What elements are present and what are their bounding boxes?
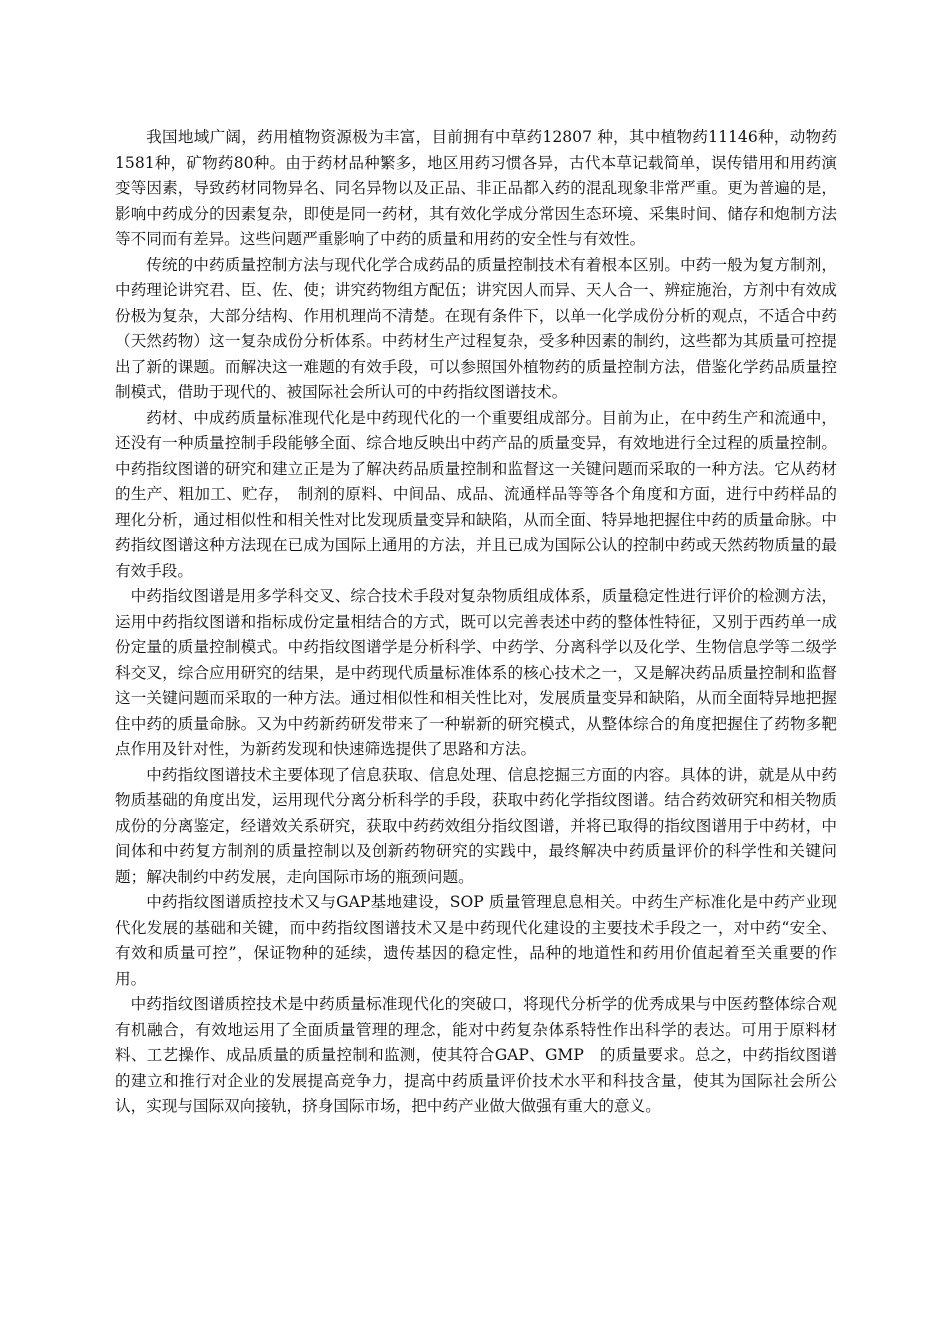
paragraph-1: 我国地域广阔，药用植物资源极为丰富，目前拥有中草药12807 种，其中植物药11146种，动物药1581种，矿物药80种。由于药材品种繁多，地区用药习惯各异，古代本草记载简单，误传错用和用药演变等因素，导致药材同物异名、同名异物以及正品、非正品都入药的混乱现象非常严重。更为普遍的是，影响中药成分的因素复杂，即使是同一药材，其有效化学成分常因生态环境、采集时间、储存和炮制方法等不同而有差异。这些问题严重影响了中药的质量和用药的安全性与有效性。 xyxy=(115,128,837,248)
paragraph-2: 传统的中药质量控制方法与现代化学合成药品的质量控制技术有着根本区别。中药一般为复方制剂，中药理论讲究君、臣、佐、使；讲究药物组方配伍；讲究因人而异、天人合一、辨症施治，方剂中有效成份极为复杂，大部分结构、作用机理尚不清楚。在现有条件下，以单一化学成份分析的观点，不适合中药（天然药物）这一复杂成份分析体系。中药材生产过程复杂，受多种因素的制约，这些都为其质量可控提出了新的课题。而解决这一难题的有效手段，可以参照国外植物药的质量控制方法，借鉴化学药品质量控制模式，借助于现代的、被国际社会所认可的中药指纹图谱技术。 xyxy=(115,255,837,401)
paragraph-5: 中药指纹图谱技术主要体现了信息获取、信息处理、信息挖掘三方面的内容。具体的讲，就是从中药物质基础的角度出发，运用现代分离分析科学的手段，获取中药化学指纹图谱。结合药效研究和相关物质成份的分离鉴定，经谱效关系研究，获取中药药效组分指纹图谱，并将已取得的指纹图谱用于中药材，中间体和中药复方制剂的质量控制以及创新药物研究的实践中，最终解决中药质量评价的科学性和关键问题；解决制约中药发展，走向国际市场的瓶颈问题。 xyxy=(115,765,837,886)
document-body xyxy=(115,125,837,1120)
paragraph-3: 药材、中成药质量标准现代化是中药现代化的一个重要组成部分。目前为止，在中药生产和流通中，还没有一种质量控制手段能够全面、综合地反映出中药产品的质量变异，有效地进行全过程的质量控制。中药指纹图谱的研究和建立正是为了解决药品质量控制和监督这一关键问题而采取的一种方法。它从药材的生产、粗加工、贮存， 制剂的原料、中间品、成品、流通样品等等各个角度和方面，进行中药样品的理化分析，通过相似性和相关性对比发现质量变异和缺陷，从而全面、特异地把握住中药的质量命脉。中药指纹图谱这种方法现在已成为国际上通用的方法，并且已成为国际公认的控制中药或天然药物质量的最有效手段。 xyxy=(115,408,837,580)
paragraph-6: 中药指纹图谱质控技术又与GAP基地建设，SOP 质量管理息息相关。中药生产标准化是中药产业现代化发展的基础和关键，而中药指纹图谱技术又是中药现代化建设的主要技术手段之一，对中药“安全、有效和质量可控”，保证物种的延续，遗传基因的稳定性，品种的地道性和药用价值起着至关重要的作用。 xyxy=(115,893,837,988)
paragraph-4: 中药指纹图谱是用多学科交叉、综合技术手段对复杂物质组成体系，质量稳定性进行评价的检测方法，运用中药指纹图谱和指标成份定量相结合的方式，既可以完善表述中药的整体性特征，又别于西药单一成份定量的质量控制模式。中药指纹图谱学是分析科学、中药学、分离科学以及化学、生物信息学等二级学科交叉，综合应用研究的结果，是中药现代质量标准体系的核心技术之一，又是解决药品质量控制和监督这一关键问题而采取的一种方法。通过相似性和相关性比对，发展质量变异和缺陷，从而全面特异地把握住中药的质量命脉。又为中药新药研发带来了一种崭新的研究模式，从整体综合的角度把握住了药物多靶点作用及针对性，为新药发现和快速筛选提供了思路和方法。 xyxy=(115,587,837,758)
paragraph-7: 中药指纹图谱质控技术是中药质量标准现代化的突破口，将现代分析学的优秀成果与中医药整体综合观有机融合，有效地运用了全面质量管理的理念，能对中药复杂体系特性作出科学的表达。可用于原料材料、工艺操作、成品质量的质量控制和监测，使其符合GAP、GMP 的质量要求。总之，中药指纹图谱的建立和推行对企业的发展提高竞争力，提高中药质量评价技术水平和科技含量，使其为国际社会所公认，实现与国际双向接轨，挤身国际市场，把中药产业做大做强有重大的意义。 xyxy=(115,995,837,1115)
